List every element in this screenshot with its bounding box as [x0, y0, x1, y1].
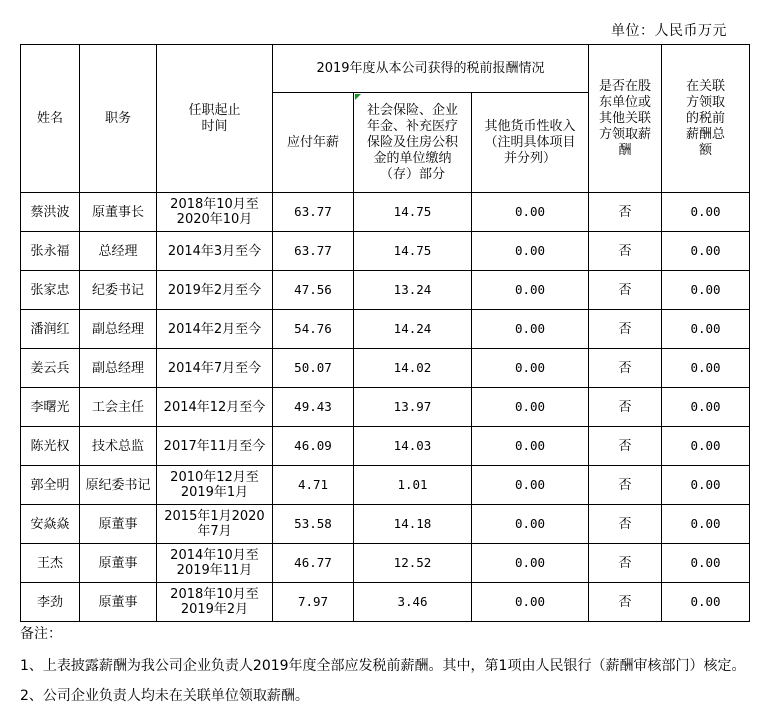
cell-social: 13.97: [354, 388, 472, 427]
cell-social: 14.75: [354, 193, 472, 232]
cell-related: 否: [589, 271, 662, 310]
header-related-total: 在关联方领取的税前薪酬总额: [662, 45, 750, 193]
unit-label: 单位：人民币万元: [611, 23, 727, 39]
table-row: [21, 583, 750, 622]
cell-related-total: 0.00: [662, 310, 750, 349]
header-social: [354, 93, 472, 193]
cell-name: 郭全明: [21, 466, 80, 505]
cell-position: 技术总监: [80, 427, 157, 466]
cell-term: 2015年1月2020年7月: [157, 505, 273, 544]
cell-related-total: 0.00: [662, 505, 750, 544]
header-pay-group: 2019年度从本公司获得的税前报酬情况: [273, 45, 589, 93]
cell-social: 14.02: [354, 349, 472, 388]
cell-other: 0.00: [472, 271, 589, 310]
cell-term: 2019年2月至今: [157, 271, 273, 310]
cell-related: 否: [589, 310, 662, 349]
cell-other: 0.00: [472, 583, 589, 622]
table-row: [21, 232, 750, 271]
cell-other: 0.00: [472, 427, 589, 466]
cell-other: 0.00: [472, 193, 589, 232]
cell-social: 1.01: [354, 466, 472, 505]
cell-position: 原董事: [80, 505, 157, 544]
cell-position: 副总经理: [80, 349, 157, 388]
cell-position: 原董事长: [80, 193, 157, 232]
cell-position: 工会主任: [80, 388, 157, 427]
cell-salary: 7.97: [273, 583, 354, 622]
cell-position: 纪委书记: [80, 271, 157, 310]
cell-position: 总经理: [80, 232, 157, 271]
cell-name: 李劲: [21, 583, 80, 622]
comment-flag-icon: [355, 94, 361, 100]
header-name: 姓名: [21, 45, 80, 193]
cell-salary: 54.76: [273, 310, 354, 349]
cell-term: 2018年10月至2020年10月: [157, 193, 273, 232]
table-row: [21, 544, 750, 583]
cell-name: 陈光权: [21, 427, 80, 466]
cell-social: 14.03: [354, 427, 472, 466]
cell-position: 原董事: [80, 583, 157, 622]
cell-related-total: 0.00: [662, 466, 750, 505]
cell-name: 潘润红: [21, 310, 80, 349]
cell-position: 原董事: [80, 544, 157, 583]
notes-title: 备注：: [20, 626, 62, 642]
table-row: [21, 388, 750, 427]
table-row: [21, 193, 750, 232]
cell-term: 2014年3月至今: [157, 232, 273, 271]
header-term: 任职起止时间: [157, 45, 273, 193]
compensation-table: [20, 44, 750, 622]
cell-related: 否: [589, 466, 662, 505]
cell-other: 0.00: [472, 388, 589, 427]
cell-related: 否: [589, 349, 662, 388]
cell-related: 否: [589, 544, 662, 583]
cell-other: 0.00: [472, 310, 589, 349]
cell-salary: 46.77: [273, 544, 354, 583]
header-salary: 应付年薪: [273, 93, 354, 193]
header-position: 职务: [80, 45, 157, 193]
cell-term: 2017年11月至今: [157, 427, 273, 466]
cell-social: 12.52: [354, 544, 472, 583]
cell-salary: 4.71: [273, 466, 354, 505]
cell-related-total: 0.00: [662, 427, 750, 466]
cell-social: 14.24: [354, 310, 472, 349]
cell-term: 2018年10月至2019年2月: [157, 583, 273, 622]
cell-name: 张永福: [21, 232, 80, 271]
notes: [20, 624, 750, 706]
table-row: [21, 505, 750, 544]
cell-social: 14.18: [354, 505, 472, 544]
cell-related-total: 0.00: [662, 583, 750, 622]
cell-name: 姜云兵: [21, 349, 80, 388]
cell-salary: 46.09: [273, 427, 354, 466]
header-social-text: 社会保险、企业年金、补充医疗保险及住房公积金的单位缴纳（存）部分: [366, 102, 458, 182]
cell-term: 2014年7月至今: [157, 349, 273, 388]
cell-name: 蔡洪波: [21, 193, 80, 232]
cell-related-total: 0.00: [662, 271, 750, 310]
cell-position: 原纪委书记: [80, 466, 157, 505]
cell-social: 13.24: [354, 271, 472, 310]
cell-related: 否: [589, 232, 662, 271]
cell-position: 副总经理: [80, 310, 157, 349]
cell-other: 0.00: [472, 544, 589, 583]
cell-name: 张家忠: [21, 271, 80, 310]
cell-salary: 63.77: [273, 232, 354, 271]
cell-term: 2010年12月至2019年1月: [157, 466, 273, 505]
cell-related: 否: [589, 505, 662, 544]
cell-related: 否: [589, 583, 662, 622]
header-other: 其他货币性收入（注明具体项目并分列）: [472, 93, 589, 193]
cell-social: 3.46: [354, 583, 472, 622]
cell-related-total: 0.00: [662, 388, 750, 427]
cell-related: 否: [589, 427, 662, 466]
table-row: [21, 310, 750, 349]
header-related-flag: 是否在股东单位或其他关联方领取薪酬: [589, 45, 662, 193]
cell-related-total: 0.00: [662, 193, 750, 232]
cell-name: 安焱焱: [21, 505, 80, 544]
header-row-1: [21, 45, 750, 93]
cell-salary: 63.77: [273, 193, 354, 232]
cell-related: 否: [589, 193, 662, 232]
cell-related: 否: [589, 388, 662, 427]
cell-name: 李曙光: [21, 388, 80, 427]
note-item: 1、上表披露薪酬为我公司企业负责人2019年度全部应发税前薪酬。其中，第1项由人民银行（薪酬审核部门）核定。: [20, 658, 746, 674]
table-row: [21, 271, 750, 310]
cell-term: 2014年10月至2019年11月: [157, 544, 273, 583]
table-row: [21, 466, 750, 505]
table-row: [21, 349, 750, 388]
cell-other: 0.00: [472, 466, 589, 505]
cell-related-total: 0.00: [662, 232, 750, 271]
cell-term: 2014年12月至今: [157, 388, 273, 427]
cell-salary: 50.07: [273, 349, 354, 388]
cell-term: 2014年2月至今: [157, 310, 273, 349]
cell-social: 14.75: [354, 232, 472, 271]
cell-salary: 47.56: [273, 271, 354, 310]
cell-other: 0.00: [472, 232, 589, 271]
cell-other: 0.00: [472, 505, 589, 544]
cell-name: 王杰: [21, 544, 80, 583]
note-item: 2、公司企业负责人均未在关联单位领取薪酬。: [20, 688, 309, 704]
cell-salary: 53.58: [273, 505, 354, 544]
table-row: [21, 427, 750, 466]
cell-related-total: 0.00: [662, 544, 750, 583]
cell-salary: 49.43: [273, 388, 354, 427]
cell-related-total: 0.00: [662, 349, 750, 388]
cell-other: 0.00: [472, 349, 589, 388]
